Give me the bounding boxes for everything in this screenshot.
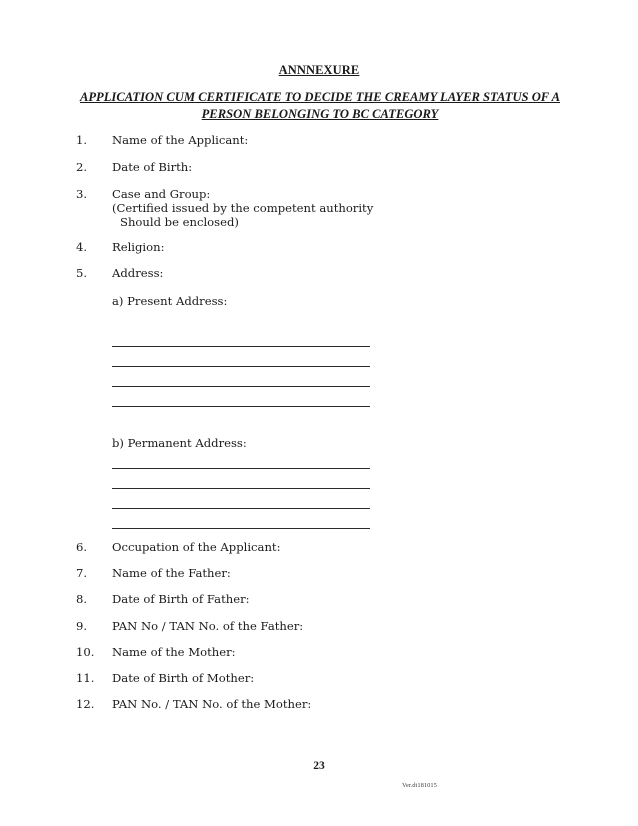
item-label-father-dob: Date of Birth of Father: — [112, 592, 250, 606]
item-number: 3. — [76, 187, 88, 201]
item-label-case-and-group: Case and Group: — [112, 187, 211, 201]
item-number: 5. — [76, 266, 88, 280]
permanent-address-line-3[interactable] — [112, 508, 370, 509]
present-address-line-3[interactable] — [112, 386, 370, 387]
item-number: 12. — [76, 697, 95, 711]
permanent-address-line-1[interactable] — [112, 468, 370, 469]
present-address-line-2[interactable] — [112, 366, 370, 367]
item-number: 7. — [76, 566, 88, 580]
item-number: 10. — [76, 645, 95, 659]
permanent-address-line-4[interactable] — [112, 528, 370, 529]
case-group-note-line-1: (Certified issued by the competent authority — [112, 201, 374, 215]
item-label-date-of-birth: Date of Birth: — [112, 160, 193, 174]
item-label-mother-dob: Date of Birth of Mother: — [112, 671, 255, 685]
form-title-line-2: PERSON BELONGING TO BC CATEGORY — [201, 107, 439, 121]
version-label: Ver.dt181015 — [402, 782, 437, 789]
page-number: 23 — [313, 760, 325, 772]
annexure-title: ANNNEXURE — [278, 63, 360, 77]
item-label-mother-name: Name of the Mother: — [112, 645, 236, 659]
item-number: 8. — [76, 592, 88, 606]
item-label-father-name: Name of the Father: — [112, 566, 231, 580]
form-title — [74, 89, 566, 123]
item-number: 9. — [76, 619, 88, 633]
item-number: 1. — [76, 133, 88, 147]
permanent-address-label: b) Permanent Address: — [112, 436, 247, 450]
present-address-line-1[interactable] — [112, 346, 370, 347]
item-number: 4. — [76, 240, 88, 254]
present-address-line-4[interactable] — [112, 406, 370, 407]
permanent-address-line-2[interactable] — [112, 488, 370, 489]
item-label-father-pan: PAN No / TAN No. of the Father: — [112, 619, 304, 633]
item-label-applicant-name: Name of the Applicant: — [112, 133, 249, 147]
item-label-occupation: Occupation of the Applicant: — [112, 540, 281, 554]
item-label-religion: Religion: — [112, 240, 165, 254]
form-title-line-1: APPLICATION CUM CERTIFICATE TO DECIDE THE CREAMY LAYER STATUS OF A — [79, 90, 561, 104]
present-address-label: a) Present Address: — [112, 294, 228, 308]
item-label-address: Address: — [112, 266, 164, 280]
case-group-note-line-2: Should be enclosed) — [120, 215, 239, 229]
item-number: 6. — [76, 540, 88, 554]
item-number: 11. — [76, 671, 95, 685]
item-number: 2. — [76, 160, 88, 174]
item-label-mother-pan: PAN No. / TAN No. of the Mother: — [112, 697, 312, 711]
